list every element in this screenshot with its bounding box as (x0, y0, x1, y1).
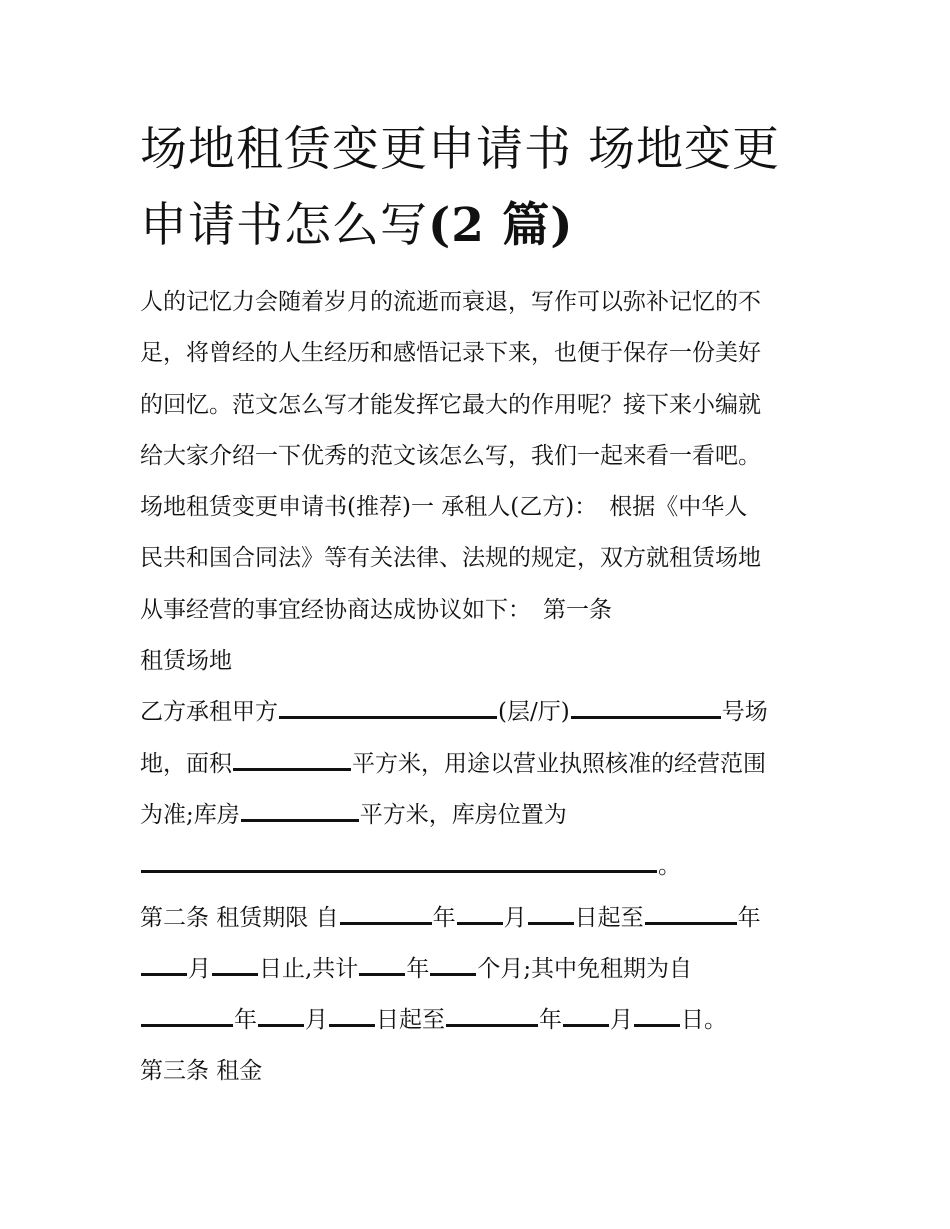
contract-line-7 (140, 790, 820, 841)
contract-line-2: 民共和国合同法》等有关法律、法规的规定，双方就租赁场地 (140, 545, 761, 572)
fill-blank (634, 1006, 680, 1027)
title-line-1: 场地租赁变更申请书 场地变更 (140, 122, 780, 177)
contract-text: 从事经营的事宜经协商达成协议如下： (140, 596, 531, 623)
month-label: 月 (188, 955, 211, 982)
month-label: 月 (610, 1007, 633, 1034)
year-label: 年 (406, 955, 430, 982)
intro-line-1: 人的记忆力会随着岁月的流逝而衰退，写作可以弥补记忆的不 (140, 289, 761, 315)
month-label: 月 (503, 904, 527, 931)
contract-text: 日止,共计 (259, 955, 359, 982)
fill-blank (258, 1006, 304, 1027)
year-label: 年 (432, 904, 456, 931)
contract-text: 平方米，库房位置为 (359, 801, 567, 828)
contract-text: 平方米，用途以营业执照核准的经营范围 (352, 750, 766, 777)
fill-blank (430, 955, 476, 976)
contract-line-1 (140, 482, 820, 533)
month-label: 月 (305, 1007, 328, 1034)
fill-blank (141, 1006, 233, 1027)
year-label: 年 (234, 1007, 257, 1034)
fill-blank (359, 955, 405, 976)
year-label: 年 (737, 904, 761, 931)
contract-text: 为准;库房 (140, 801, 240, 828)
contract-heading: 场地租赁变更申请书(推荐)一 承租人(乙方)： (140, 494, 598, 521)
article-3-label: 第三条 租金 (140, 1058, 263, 1085)
contract-text: 。 (658, 853, 681, 880)
fill-blank (241, 801, 359, 822)
contract-line-11 (140, 995, 820, 1046)
contract-text: (层/厅) (498, 699, 570, 726)
contract-text: 号场 (721, 699, 768, 726)
fill-blank (212, 955, 258, 976)
day-label: 日起至 (376, 1007, 445, 1034)
contract-line-8 (140, 841, 820, 892)
article-1-label: 第一条 (543, 596, 612, 623)
fill-blank (528, 904, 574, 925)
contract-text: 个月;其中免租期为自 (477, 955, 693, 982)
fill-blank (446, 1006, 538, 1027)
fill-blank (233, 750, 351, 771)
contract-text: 根据《中华人 (609, 494, 748, 521)
contract-text: 地，面积 (140, 750, 232, 777)
fill-blank (571, 698, 721, 719)
contract-line-6 (140, 739, 820, 790)
article-1-title: 租赁场地 (140, 648, 232, 675)
fill-blank (329, 1006, 375, 1027)
fill-blank (141, 955, 187, 976)
fill-blank (141, 852, 657, 873)
fill-blank (457, 904, 503, 925)
title-line-2 (140, 188, 820, 264)
intro-line-4: 给大家介绍一下优秀的范文该怎么写，我们一起来看一看吧。 (140, 442, 761, 469)
year-label: 年 (539, 1007, 562, 1034)
fill-blank (340, 904, 432, 925)
fill-blank (645, 904, 737, 925)
day-label: 日起至 (574, 904, 644, 931)
intro-line-3: 的回忆。范文怎么写才能发挥它最大的作用呢？接下来小编就 (140, 391, 761, 418)
article-2-label: 第二条 租赁期限 自 (140, 904, 339, 931)
contract-line-9 (140, 893, 820, 944)
contract-text: 日。 (681, 1007, 727, 1034)
contract-line-3 (140, 585, 820, 636)
contract-line-10 (140, 944, 820, 995)
title-line-2-text: 申请书怎么写 (140, 198, 428, 253)
fill-blank (563, 1006, 609, 1027)
intro-line-2: 足，将曾经的人生经历和感悟记录下来，也便于保存一份美好 (140, 340, 761, 367)
document-body (140, 277, 820, 1098)
fill-blank (279, 698, 497, 719)
contract-text: 乙方承租甲方 (140, 699, 278, 726)
document-title (140, 112, 820, 264)
contract-line-5 (140, 687, 820, 738)
title-line-2-count: (2 篇) (428, 198, 574, 253)
